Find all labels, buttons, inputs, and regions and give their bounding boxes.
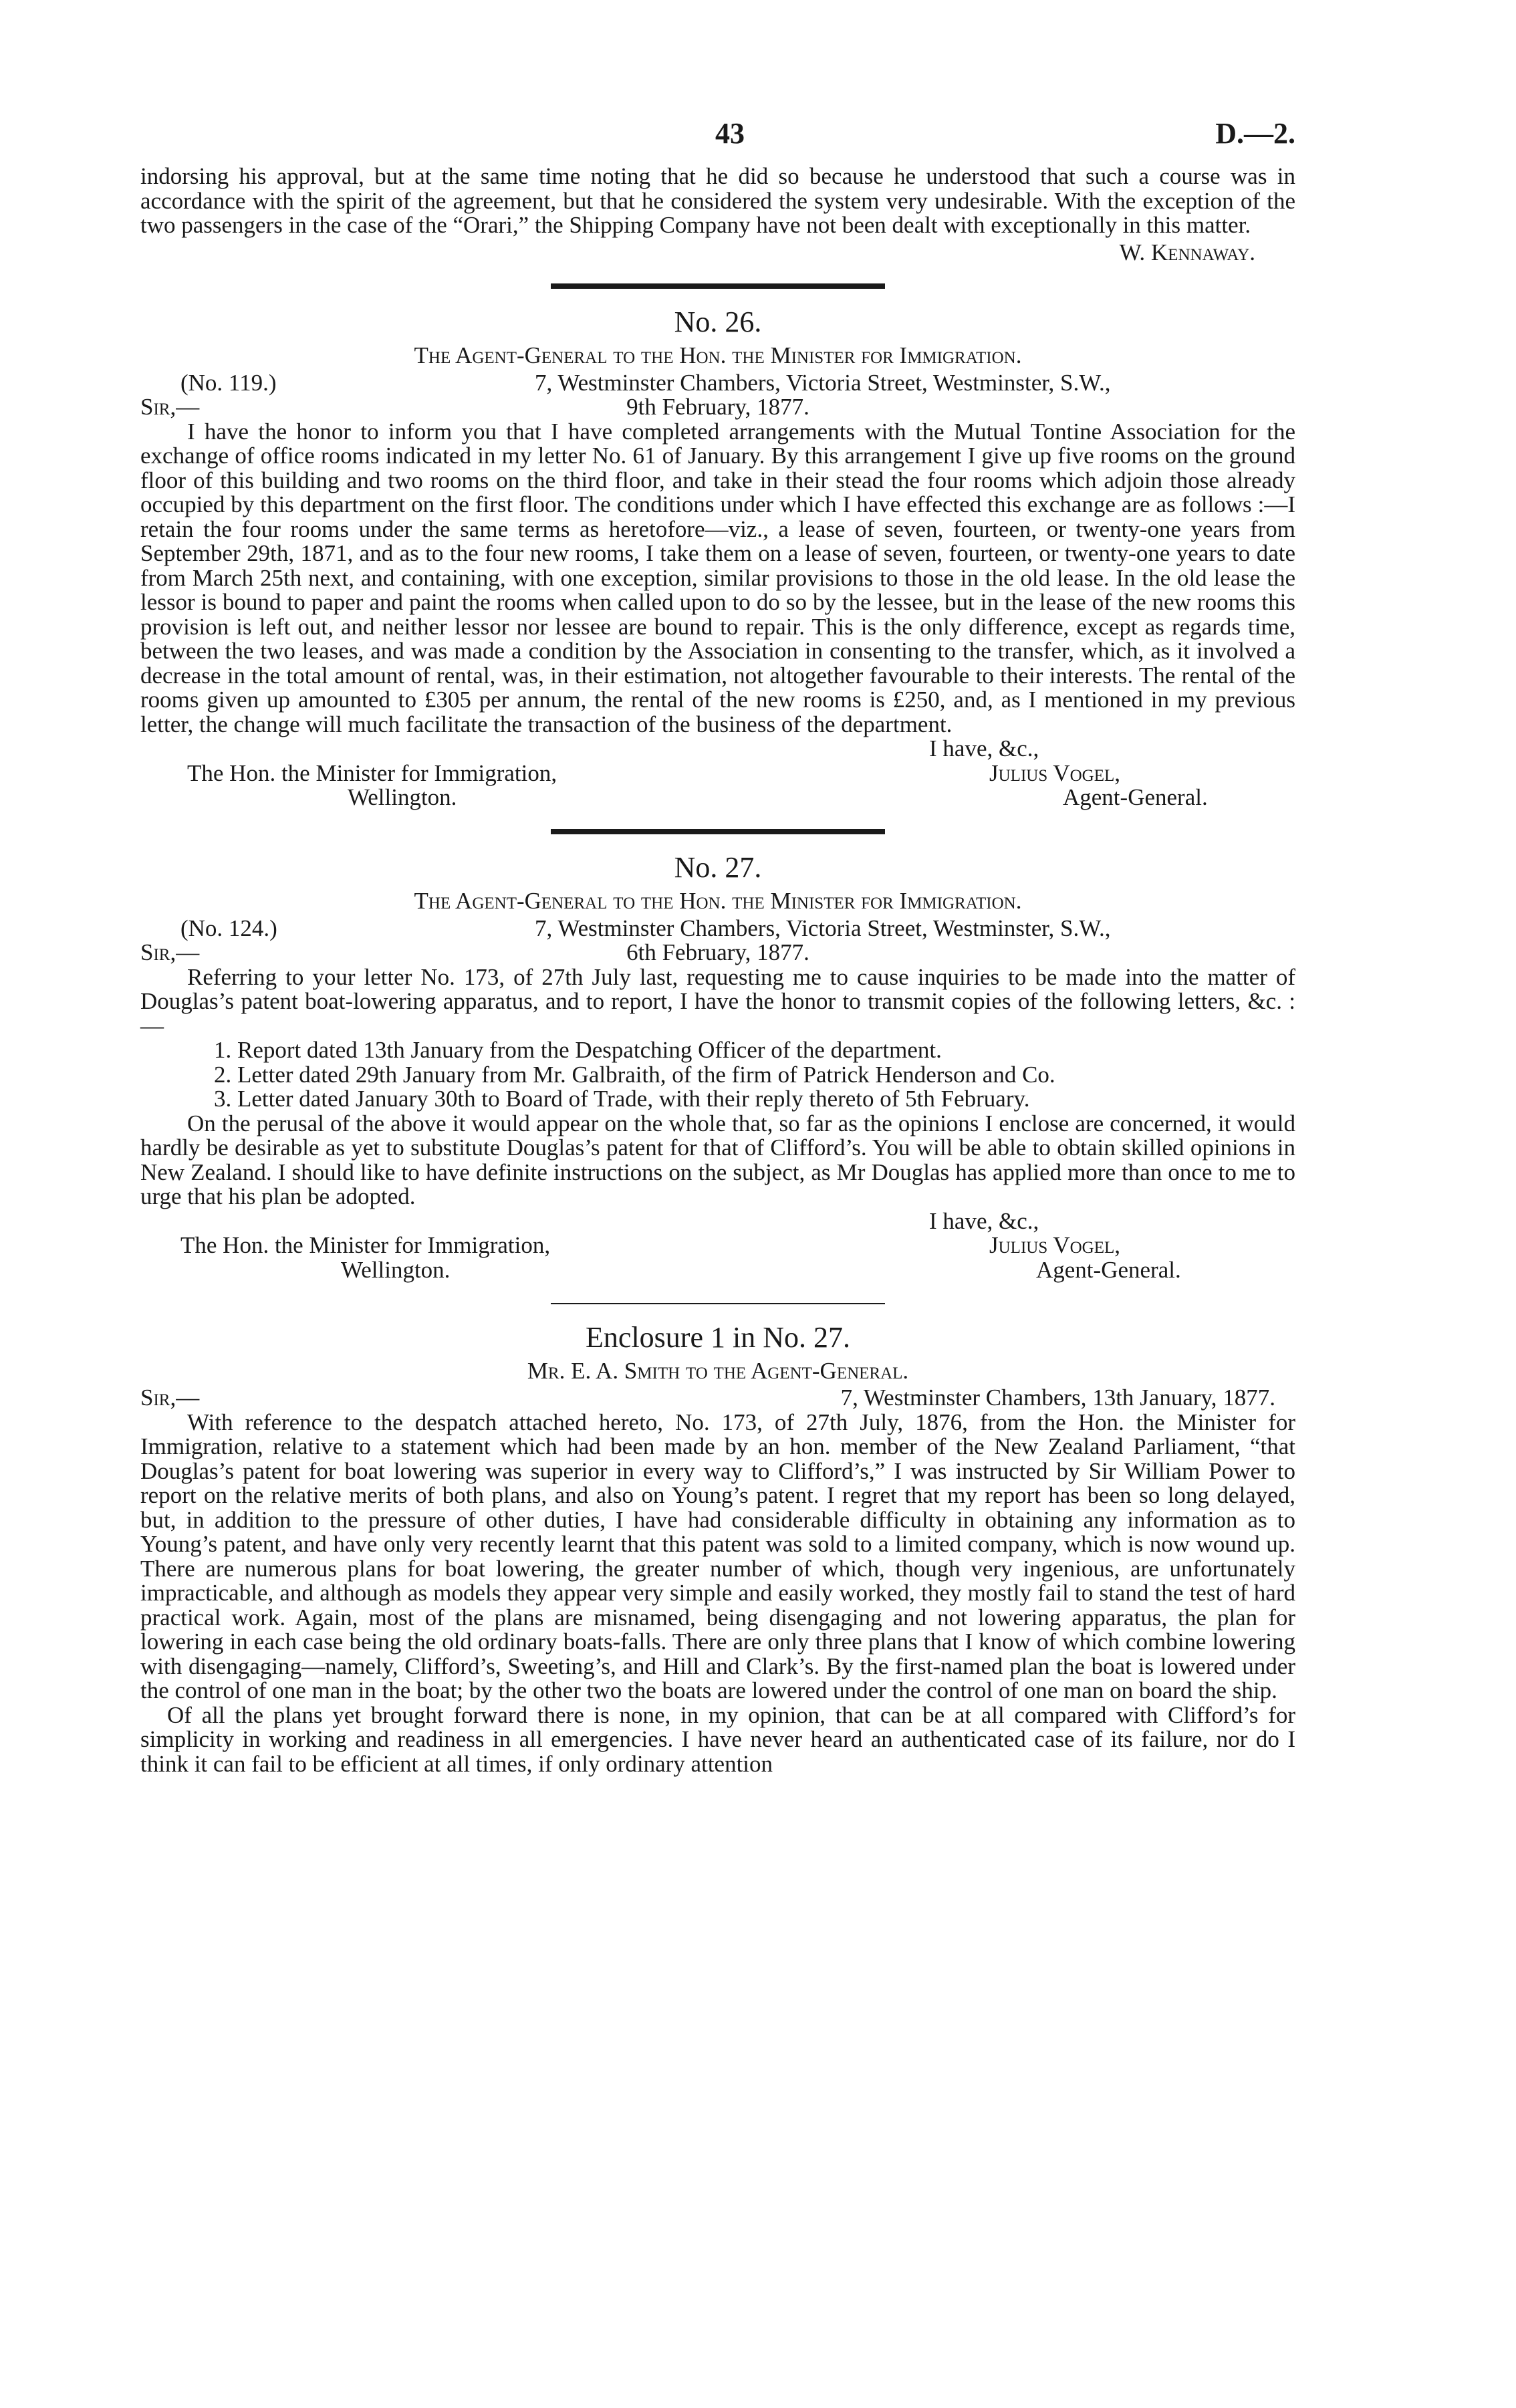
list-item: 1. Report dated 13th January from the Despatching Officer of the department.: [214, 1037, 942, 1063]
enclosure-body-continued: Of all the plans yet brought forward there is none, in my opinion, that can be at all compared with Clifford’s for simplicity in working and readiness in all emergencies. I have never heard an authenticated case of its failure, nor do I think it can fail to be efficient at all times, if only ordinary attention: [140, 1701, 1295, 1777]
letter-address: 7, Westminster Chambers, Victoria Street, Westminster, S.W.,: [535, 369, 1111, 396]
letter-salutation: Sir,—: [140, 939, 200, 965]
section-divider: [551, 829, 885, 834]
ref-address-row: [140, 917, 1295, 941]
salutation-address-row: [140, 1386, 1295, 1411]
letter-subtitle: The Agent-General to the Hon. the Minister for Immigration.: [414, 888, 1022, 914]
enclosure-subtitle: Mr. E. A. Smith to the Agent-General.: [527, 1357, 909, 1384]
signer-name: Julius Vogel,: [989, 1232, 1121, 1258]
salutation-date-row: [140, 395, 1295, 420]
letter-body: Referring to your letter No. 173, of 27th July last, requesting me to cause inquiries to be made into the matter of Douglas’s patent boat-lowering apparatus, and to report, I have the honor to transmit copies of the following letters, &c. :—: [140, 963, 1295, 1039]
section-divider-thin: [551, 1303, 885, 1304]
letter-title: No. 26.: [674, 306, 762, 338]
intro-paragraph: indorsing his approval, but at the same time noting that he did so because he understood that such a course was in accordance with the spirit of the agreement, but that he considered the system very undesirable. With the exception of the two passengers in the case of the “Orari,” the Shipping Company have not been dealt with exceptionally in this matter.: [140, 163, 1295, 238]
letter-closing: [140, 737, 1295, 810]
letter-body-continued: On the perusal of the above it would appear on the whole that, so far as the opinions I enclose are concerned, it would hardly be desirable as yet to substitute Douglas’s patent for that of Clifford’s. You will be able to obtain skilled opinions in New Zealand. I should like to have definite instructions on the subject, as Mr Douglas has applied more than once to me to urge that his plan be adopted.: [140, 1110, 1295, 1209]
addressee: The Hon. the Minister for Immigration,: [187, 759, 557, 786]
signer-role: Agent-General.: [1063, 784, 1208, 810]
enclosure-body: With reference to the despatch attached hereto, No. 173, of 27th July, 1876, from the Hon. the Minister for Immigration, relative to a statement which had been made by an hon. member of the New Zealand Parliament, “that Douglas’s patent for boat lowering was superior in every way to Clifford’s,” I was instructed by Sir William Power to report on the relative merits of both plans, and also on Young’s patent. I regret that my report has been so long delayed, but, in addition to the pressure of other duties, I have had considerable difficulty in obtaining any information as to Young’s patent, and have only very recently learnt that this patent was sold to a limited company, which is now wound up. There are numerous plans for boat lowering, the greater number of which, though very ingenious, are unfortunately impracticable, and although as models they appear very simple and easily worked, they mostly fail to stand the test of hard practical work. Again, most of the plans are misnamed, being disengaging and not lowering apparatus, the plan for lowering in each case being the old ordinary boats-falls. There are only three plans that I know of which combine lowering with disengaging—namely, Clifford’s, Sweeting’s, and Hill and Clark’s. By the first-named plan the boat is lowered under the control of one man in the boat; by the other two the boats are lowered under the control of one man on board the ship.: [140, 1409, 1295, 1703]
letter-subtitle: The Agent-General to the Hon. the Minister for Immigration.: [414, 342, 1022, 368]
salutation-date-row: [140, 941, 1295, 965]
addressee: The Hon. the Minister for Immigration,: [180, 1232, 551, 1258]
section-divider: [551, 283, 885, 289]
enclosure-1: [140, 1320, 1295, 1777]
enclosure-address-date: 7, Westminster Chambers, 13th January, 1877.: [840, 1384, 1275, 1411]
letter-closing: [140, 1209, 1295, 1283]
letter-body: I have the honor to inform you that I have completed arrangements with the Mutual Tontine Association for the exchange of office rooms indicated in my letter No. 61 of January. By this arrangement I give up five rooms on the ground floor of this building and two rooms on the third floor, and take in their stead the four rooms which adjoin those already occupied by this department on the first floor. The conditions under which I have effected this exchange are as follows :—I retain the four rooms under the same terms as heretofore—viz., a lease of seven, fourteen, or twenty-one years from September 29th, 1871, and as to the four new rooms, I take them on a lease of seven, fourteen, or twenty-one years to date from March 25th next, and containing, with one exception, similar provisions to those in the old lease. In the old lease the lessor is bound to paper and paint the rooms when called upon to do so by the lessee, but in the lease of the new rooms this provision is left out, and neither lessor nor lessee are bound to repair. This is the only difference, except as regards time, between the two leases, and was made a condition by the Association in consenting to the transfer, which, as it involved a decrease in the total amount of rental, was, in their estimation, not altogether favourable to their interests. The rental of the rooms given up amounted to £305 per annum, the rental of the new rooms is £250, and, as I mentioned in my previous letter, the change will much facilitate the transaction of the business of the department.: [140, 418, 1295, 737]
letter-ref: (No. 119.): [180, 369, 277, 396]
signer-role: Agent-General.: [1036, 1256, 1181, 1283]
enclosure-title: Enclosure 1 in No. 27.: [586, 1320, 850, 1354]
closing-phrase: I have, &c.,: [929, 1207, 1039, 1234]
list-item: 3. Letter dated January 30th to Board of Trade, with their reply thereto of 5th February.: [214, 1086, 1030, 1112]
page-number: 43: [715, 117, 745, 150]
addressee-city: Wellington.: [348, 784, 457, 810]
letter-ref: (No. 124.): [180, 915, 277, 941]
closing-phrase: I have, &c.,: [929, 735, 1039, 761]
document-reference: D.—2.: [1215, 117, 1295, 150]
page-header: [140, 114, 1295, 164]
letter-no-26: [140, 305, 1295, 810]
enclosure-salutation: Sir,—: [140, 1384, 200, 1411]
signer-name: Julius Vogel,: [989, 759, 1121, 786]
letter-address: 7, Westminster Chambers, Victoria Street, Westminster, S.W.,: [535, 915, 1111, 941]
intro-signature: W. Kennaway.: [1119, 239, 1255, 265]
enclosure-list: [140, 1038, 1295, 1112]
list-item: 2. Letter dated 29th January from Mr. Galbraith, of the firm of Patrick Henderson and Co.: [214, 1061, 1055, 1088]
letter-date: 9th February, 1877.: [626, 394, 809, 420]
letter-date: 6th February, 1877.: [626, 939, 809, 965]
letter-salutation: Sir,—: [140, 394, 200, 420]
letter-no-27: [140, 850, 1295, 1283]
addressee-city: Wellington.: [341, 1256, 451, 1283]
ref-address-row: [140, 371, 1295, 396]
letter-title: No. 27.: [674, 851, 762, 884]
